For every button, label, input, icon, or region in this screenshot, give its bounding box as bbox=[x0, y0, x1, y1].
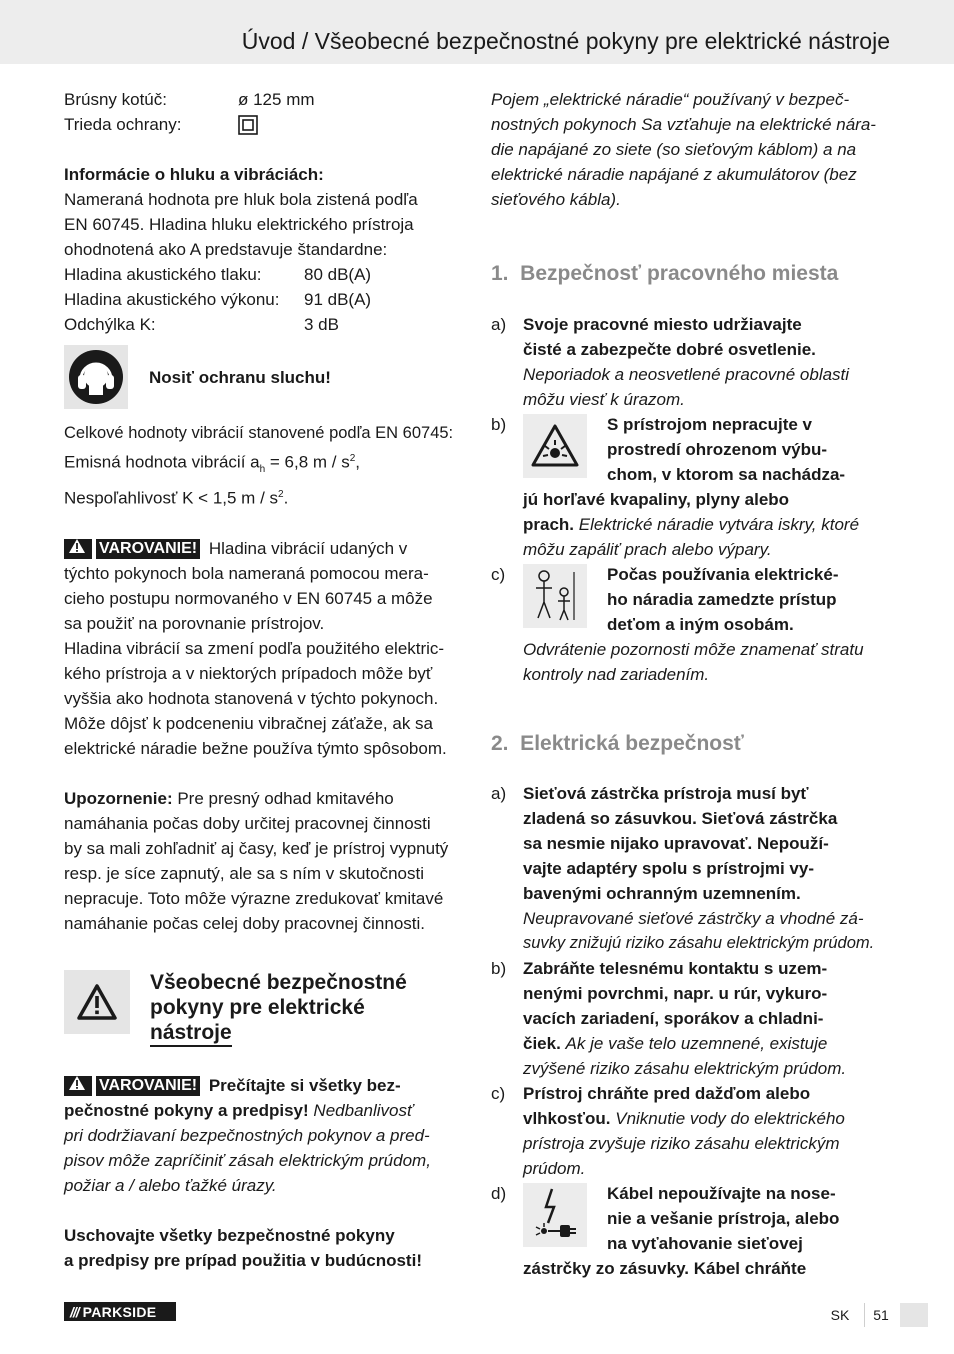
keep-instructions-line: a predpisy pre prípad použitia v budúcnosti! bbox=[64, 1250, 422, 1270]
noise-value-label: Odchýlka K: bbox=[64, 315, 156, 334]
vibration-emission-line: Emisná hodnota vibrácií $a_h = 6,8$ m / $s^2$, bbox=[64, 452, 361, 476]
safety-item: a) Svoje pracovné miesto udržiavajte čisté a zabezpečte dobré osvetlenie. Neporiadok a neosvetlené pracovné oblasti môžu viesť k úrazom. bbox=[491, 315, 850, 409]
section-heading-workplace: 1. Bezpečnosť pracovného miesta bbox=[491, 262, 839, 285]
section-general-safety bbox=[64, 970, 464, 1047]
keep-children-away-icon bbox=[523, 564, 587, 628]
right-column: Pojem „elektrické náradie“ používaný v bezpeč- nostných pokynoch Sa vzťahuje na elektrické nára- die napájané zo siete (so sieťovým káblom) a na elektrické náradie napájané z akumulátorov (bez sieťového kábla). 1. Bezpečnosť pracovného miesta a) Svoje pracovné miesto udržiavajte čisté a zabezpečte dobré osvetlenie. Neporiadok a neosvetlené pracovné oblasti môžu viesť k úrazom. b) S prístrojom nepracujte v prostredí ohrozenom výbu- chom, v ktorom sa nachádza- jú horľavé kvapaliny, plyny alebo prach. Elektrické náradie vytvára iskry, ktoré môžu zapáliť prach alebo výpary. c) Počas používania elektrické- ho náradia zamedzte prístup deťom a iným osobám. Odvrátenie pozornosti môže znamenať stratu kontroly nad zariadením. 2. Elektrická bezpečnosť a) Sieťová zástrčka prístroja musí byť zladená so zásuvkou. Sieťová zástrčka sa nesmie nijako upravovať. Nepouží- vajte adaptéry spolu s prístrojmi vy- bavenými ochranným uzemnením. Neupravované sieťové zástrčky a vhodné zá- suvky znižujú riziko zásahu elektrickým prúdom. b) Zabráňte telesnému kontaktu s uzem- nenými povrchmi, napr. u rúr, vykuro- vacích zariadení, sporákov a chladni- čiek. Ak je vaše telo uzemnené, existuje zvýšené riziko zásahu elektrickým prúdom. c) Prístroj chráňte pred dažďom alebo vlhkosťou. Vniknutie vody do elektrického prístroja zvyšuje riziko zásahu elektrickým prúdom. d) Kábel nepoužívajte na nose- nie a vešanie prístroja, alebo na vyťahovanie sieťovej zástrčky zo zásuvky. Kábel chráňte bbox=[491, 87, 891, 1281]
section-heading-electrical: 2. Elektrická bezpečnosť bbox=[491, 732, 744, 755]
warning-paragraph-2: VAROVANIE! Prečítajte si všetky bez- pečnostné pokyny a predpisy! Nedbanlivosť pri dodržiavaní bezpečnostných pokynov a pred- pisov môže zapríčiniť zásah elektrickým prúdom, požiar a / alebo ťažké úrazy. bbox=[64, 1075, 431, 1195]
intro-paragraph: Pojem „elektrické náradie“ používaný v bezpeč- nostných pokynoch Sa vzťahuje na elektrické nára- die napájané zo siete (so sieťovým káblom) a na elektrické náradie napájané z akumulátorov (bez sieťového kábla). bbox=[491, 90, 876, 209]
noise-value: 80 dB(A) bbox=[304, 265, 372, 284]
parkside-logo: /// PARKSIDE bbox=[64, 1302, 176, 1321]
left-column bbox=[64, 87, 464, 1273]
safety-item: a) Sieťová zástrčka prístroja musí byť zladená so zásuvkou. Sieťová zástrčka sa nesmie nijako upravovať. Nepouží- vajte adaptéry spolu s prístrojmi vy- bavenými ochranným uzemnením. Neupravované sieťové zástrčky a vhodné zá- suvky znižujú riziko zásahu elektrickým prúdom. bbox=[491, 784, 875, 952]
warning-label: VAROVANIE! bbox=[64, 1076, 200, 1096]
noise-text-line: Nameraná hodnota pre hluk bola zistená podľa bbox=[64, 190, 418, 209]
noise-value-row bbox=[64, 262, 464, 287]
warning-triangle-icon bbox=[68, 538, 86, 560]
keep-instructions-line: Uschovajte všetky bezpečnostné pokyny bbox=[64, 1225, 395, 1245]
spec-row bbox=[64, 112, 464, 137]
explosion-hazard-icon bbox=[523, 414, 587, 478]
ear-protection-text: Nosiť ochranu sluchu! bbox=[149, 367, 331, 387]
noise-value: 3 dB bbox=[304, 315, 339, 334]
safety-item: b) Zabráňte telesnému kontaktu s uzem- nenými povrchmi, napr. u rúr, vykuro- vacích zariadení, sporákov a chladni- čiek. Ak je vaše telo uzemnené, existuje zvýšené riziko zásahu elektrickým prúdom. bbox=[491, 959, 847, 1078]
electric-cable-hazard-icon bbox=[523, 1183, 587, 1247]
ear-protection-icon bbox=[64, 345, 128, 409]
noise-value-row bbox=[64, 312, 464, 337]
warning-triangle-icon bbox=[64, 970, 130, 1034]
vibration-uncertainty-line: Nespoľahlivosť K < 1,5 m / $s^2$. bbox=[64, 488, 289, 508]
noise-value: 91 dB(A) bbox=[304, 290, 372, 309]
noise-text-line: ohodnotená ako A predstavuje štandardne: bbox=[64, 240, 388, 259]
spec-value: ø 125 mm bbox=[238, 90, 315, 109]
page-title: Úvod / Všeobecné bezpečnostné pokyny pre elektrické nástroje bbox=[241, 28, 890, 54]
ear-protection-notice bbox=[64, 345, 464, 409]
section-title: Všeobecné bezpečnostné pokyny pre elektrické nástroje bbox=[150, 970, 407, 1047]
language-code: SK bbox=[830, 1307, 850, 1323]
note-label: Upozornenie: bbox=[64, 788, 173, 808]
safety-item: c) Prístroj chráňte pred dažďom alebo vlhkosťou. Vniknutie vody do elektrického prístroja zvyšuje riziko zásahu elektrickým prúdom. bbox=[491, 1084, 845, 1178]
warning-paragraph: VAROVANIE! Hladina vibrácií udaných v týchto pokynoch bola nameraná pomocou mera- cieho postupu normovaného v EN 60745 a môže sa použiť na porovnanie prístrojov. Hladina vibrácií sa zmení podľa použitého elektric- kého prístroja a v niektorých prípadoch môže byť vyššia ako hodnota stanovená v týchto pokynoch. Môže dôjsť k podceneniu vibračnej záťaže, ak sa elektrické náradie bežne používa týmto spôsobom. bbox=[64, 538, 447, 758]
safety-item: c) Počas používania elektrické- ho náradia zamedzte prístup deťom a iným osobám. Odvrátenie pozornosti môže znamenať stratu kontroly nad zariadením. bbox=[491, 565, 864, 684]
noise-heading: Informácie o hluku a vibráciách: bbox=[64, 165, 324, 184]
safety-item: d) Kábel nepoužívajte na nose- nie a vešanie prístroja, alebo na vyťahovanie sieťovej bbox=[491, 1184, 840, 1253]
warning-label: VAROVANIE! bbox=[64, 539, 200, 559]
warning-triangle-icon bbox=[68, 1075, 86, 1097]
spec-label: Brúsny kotúč: bbox=[64, 90, 167, 109]
noise-text-line: EN 60745. Hladina hluku elektrického prístroja bbox=[64, 215, 414, 234]
safety-item: b) S prístrojom nepracujte v prostredí ohrozenom výbu- chom, v ktorom sa nachádza- bbox=[491, 415, 846, 484]
page-footer bbox=[816, 1303, 928, 1327]
page-number: 51 bbox=[873, 1307, 889, 1323]
noise-value-label: Hladina akustického tlaku: bbox=[64, 265, 262, 284]
noise-value-label: Hladina akustického výkonu: bbox=[64, 290, 280, 309]
protection-class-icon bbox=[238, 112, 258, 137]
note-paragraph: Upozornenie: Pre presný odhad kmitavého namáhania počas doby určitej pracovnej činnosti by sa mali zohľadniť aj časy, keď je prístroj vypnutý resp. je síce zapnutý, ale sa s ním v skutočnosti nepracuje. Toto môže výrazne zredukovať kmitavé namáhanie počas celej doby pracovnej činnosti. bbox=[64, 788, 449, 933]
page-header bbox=[0, 0, 954, 64]
spec-row bbox=[64, 87, 464, 112]
spec-label: Trieda ochrany: bbox=[64, 115, 182, 134]
noise-value-row bbox=[64, 287, 464, 312]
vibration-line: Celkové hodnoty vibrácií stanovené podľa EN 60745: bbox=[64, 424, 454, 442]
